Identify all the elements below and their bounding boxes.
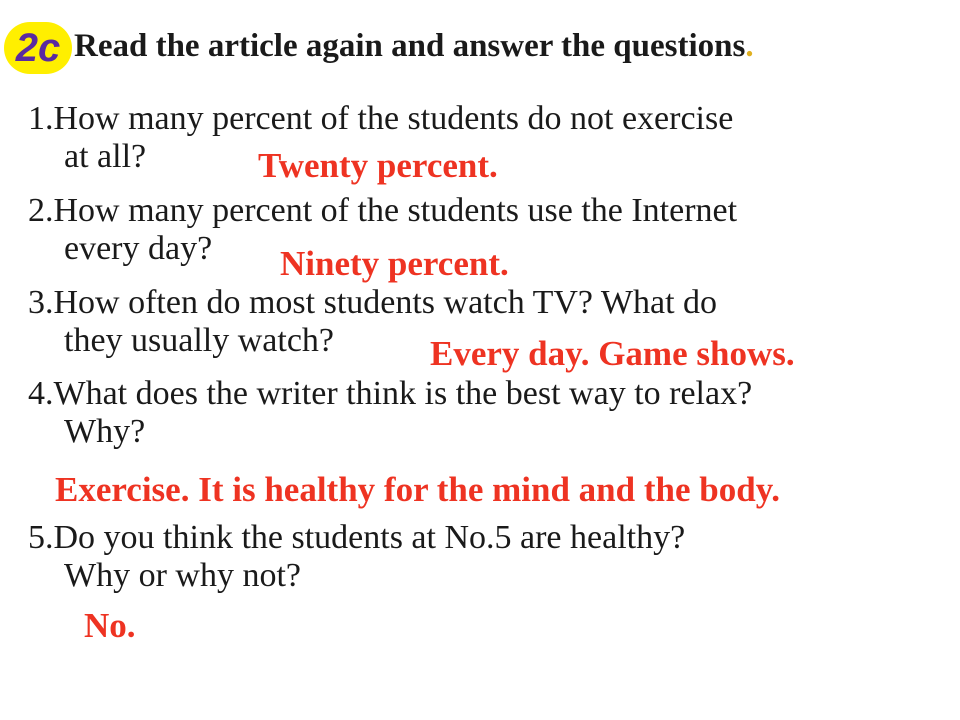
answer-5: No. bbox=[84, 606, 136, 645]
question-3-line2: they usually watch? bbox=[64, 322, 335, 359]
slide-title-text: Read the article again and answer the questions bbox=[74, 28, 746, 64]
section-badge: 2c bbox=[4, 22, 72, 74]
question-4-line2: Why? bbox=[64, 413, 146, 450]
question-1-line2: at all? bbox=[64, 138, 147, 175]
question-5-line2: Why or why not? bbox=[64, 557, 302, 594]
question-3-line1: 3.How often do most students watch TV? What do bbox=[28, 284, 718, 321]
question-5-line1: 5.Do you think the students at No.5 are healthy? bbox=[28, 519, 686, 556]
answer-3: Every day. Game shows. bbox=[430, 334, 795, 373]
slide-title bbox=[74, 28, 754, 65]
title-period: . bbox=[745, 28, 754, 64]
question-2-line1: 2.How many percent of the students use the Internet bbox=[28, 192, 738, 229]
question-4-line1: 4.What does the writer think is the best way to relax? bbox=[28, 375, 753, 412]
answer-1: Twenty percent. bbox=[258, 146, 498, 185]
answer-4: Exercise. It is healthy for the mind and the body. bbox=[55, 470, 781, 509]
question-4 bbox=[28, 375, 752, 451]
question-1-line1: 1.How many percent of the students do not exercise bbox=[28, 100, 734, 137]
question-5 bbox=[28, 519, 685, 595]
question-2-line2: every day? bbox=[64, 230, 213, 267]
answer-2: Ninety percent. bbox=[280, 244, 509, 283]
